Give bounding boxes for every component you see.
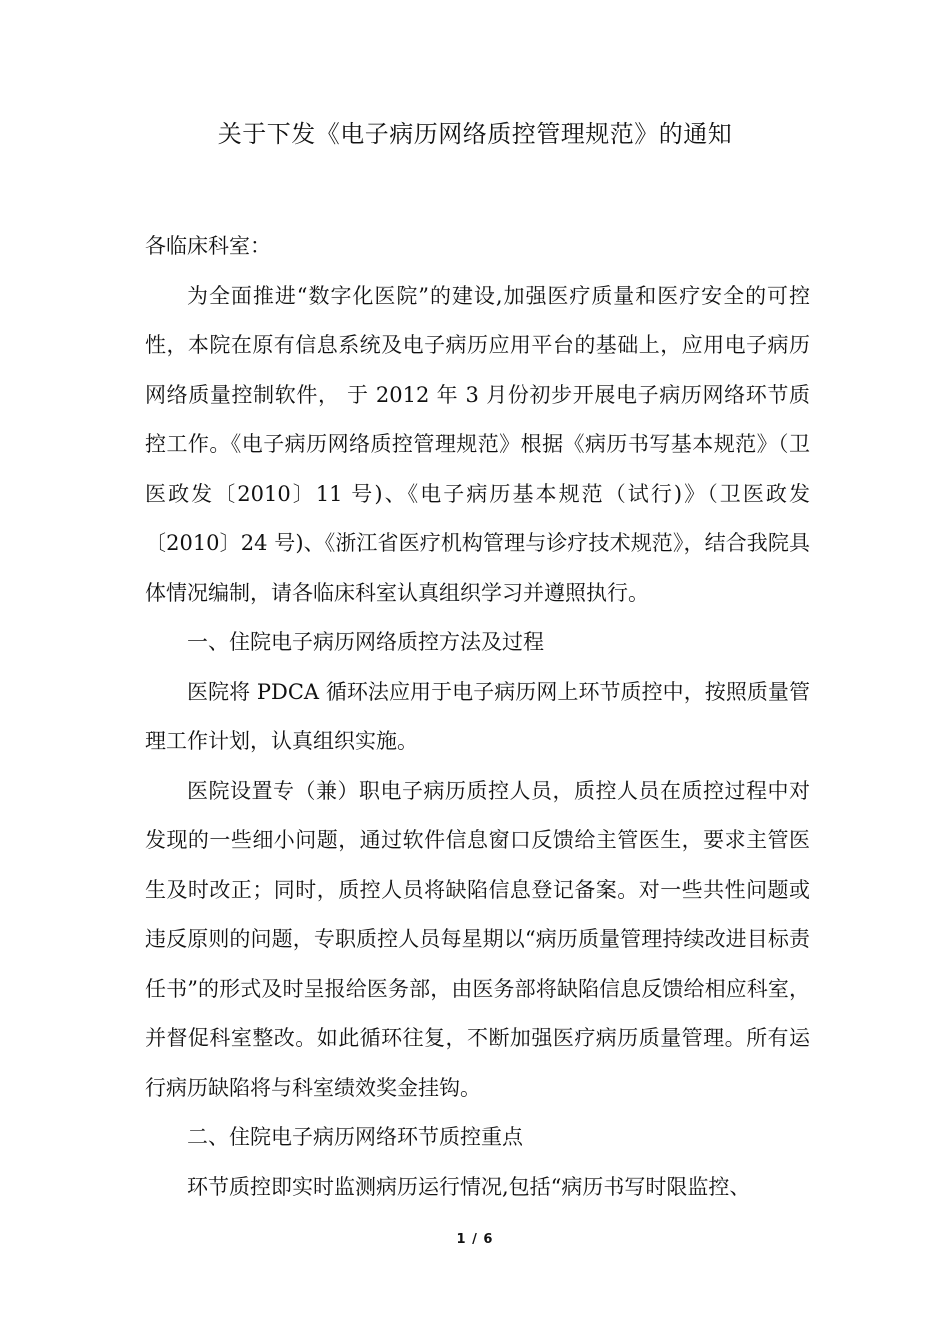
paragraph-pdca: 医院将 PDCA 循环法应用于电子病历网上环节质控中，按照质量管理工作计划，认真组织实施。 — [145, 679, 810, 753]
page-number: 1 / 6 — [456, 1232, 494, 1247]
document-title: 关于下发《电子病历网络质控管理规范》的通知 — [217, 120, 733, 148]
paragraph-intro: 为全面推进“数字化医院”的建设,加强医疗质量和医疗安全的可控性，本院在原有信息系统及电子病历应用平台的基础上，应用电子病历网络质量控制软件， 于 2012 年 3 月份初步开展电子病历网络环节质控工作。《电子病历网络质控管理规范》根据《病历书写基本规范》（卫医政发〔2010〕11 号)、《电子病历基本规范（试行)》（卫医政发〔2010〕24 号)、《浙江省医疗机构管理与诊疗技术规范》，结合我院具体情况编制，请各临床科室认真组织学习并遵照执行。 — [145, 283, 810, 605]
section-heading-2: 二、住院电子病历网络环节质控重点 — [187, 1125, 523, 1149]
paragraph-qc-staff: 医院设置专（兼）职电子病历质控人员，质控人员在质控过程中对发现的一些细小问题，通过软件信息窗口反馈给主管医生，要求主管医生及时改正；同时，质控人员将缺陷信息登记备案。对一些共性问题或违反原则的问题，专职质控人员每星期以“病历质量管理持续改进目标责任书”的形式及时呈报给医务部，由医务部将缺陷信息反馈给相应科室，并督促科室整改。如此循环往复，不断加强医疗病历质量管理。所有运行病历缺陷将与科室绩效奖金挂钩。 — [145, 778, 810, 1100]
salutation: 各临床科室： — [145, 234, 271, 258]
paragraph-monitoring: 环节质控即实时监测病历运行情况,包括“病历书写时限监控、 — [187, 1174, 751, 1199]
section-heading-1: 一、住院电子病历网络质控方法及过程 — [187, 630, 544, 654]
document-body — [145, 222, 810, 1212]
